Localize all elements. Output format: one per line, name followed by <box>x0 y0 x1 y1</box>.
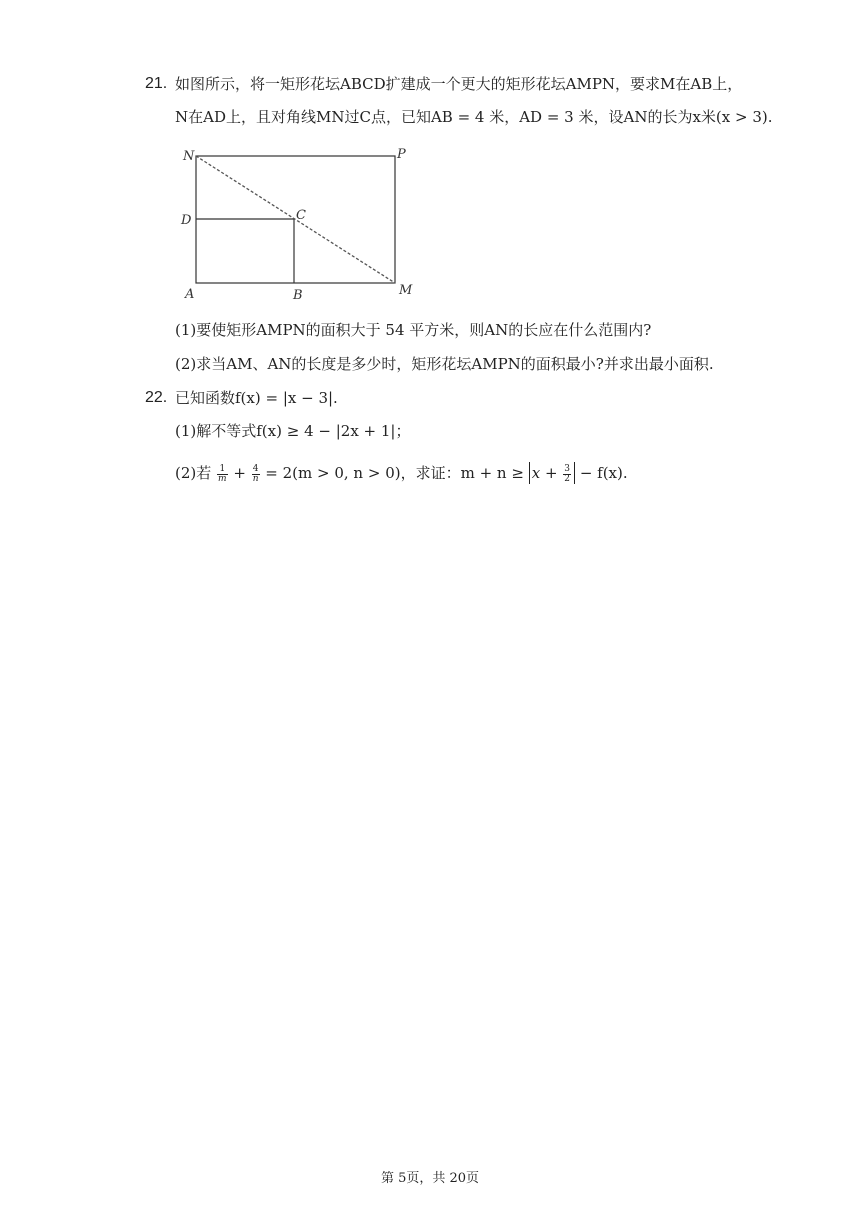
question-number-22: 22. <box>145 389 168 406</box>
abs-x: x + <box>531 464 558 482</box>
absolute-value-expression <box>529 462 575 484</box>
q22-part2 <box>175 460 628 486</box>
q22-text-line1: 已知函数f(x) = |x − 3|. <box>175 389 338 407</box>
page-footer: 第 5页，共 20页 <box>380 1171 480 1186</box>
q21-part1: (1)要使矩形AMPN的面积大于 54 平方米，则AN的长应在什么范围内? <box>175 321 652 339</box>
label-a: A <box>185 287 195 302</box>
label-m: M <box>399 283 413 298</box>
fraction-1-over-m: $\frac{1}{m}$ <box>218 463 227 484</box>
q22-part2-prefix: (2)若 <box>175 464 212 482</box>
q21-part2: (2)求当AM、AN的长度是多少时，矩形花坛AMPN的面积最小?并求出最小面积. <box>175 355 714 373</box>
q21-figure <box>180 144 420 304</box>
label-n: N <box>183 149 195 164</box>
plus-sign: + <box>233 464 246 482</box>
fraction-3-over-2: $\frac{3}{2}$ <box>564 463 571 484</box>
q22-part2-suffix: − f(x). <box>579 464 628 482</box>
q22-part1: (1)解不等式f(x) ≥ 4 − |2x + 1|； <box>175 422 411 440</box>
label-p: P <box>397 147 406 162</box>
question-number-21: 21. <box>145 75 168 92</box>
q21-text-line2: N在AD上，且对角线MN过C点，已知AB = 4 米，AD = 3 米，设AN的长为x米(x > 3). <box>175 108 773 126</box>
label-b: B <box>293 288 303 303</box>
label-d: D <box>181 213 192 228</box>
label-c: C <box>296 208 306 223</box>
fraction-4-over-n: $\frac{4}{n}$ <box>252 463 259 484</box>
q22-part2-mid: = 2(m > 0, n > 0)，求证：m + n ≥ <box>265 464 524 482</box>
q21-text-line1: 如图所示，将一矩形花坛ABCD扩建成一个更大的矩形花坛AMPN，要求M在AB上， <box>175 75 743 93</box>
